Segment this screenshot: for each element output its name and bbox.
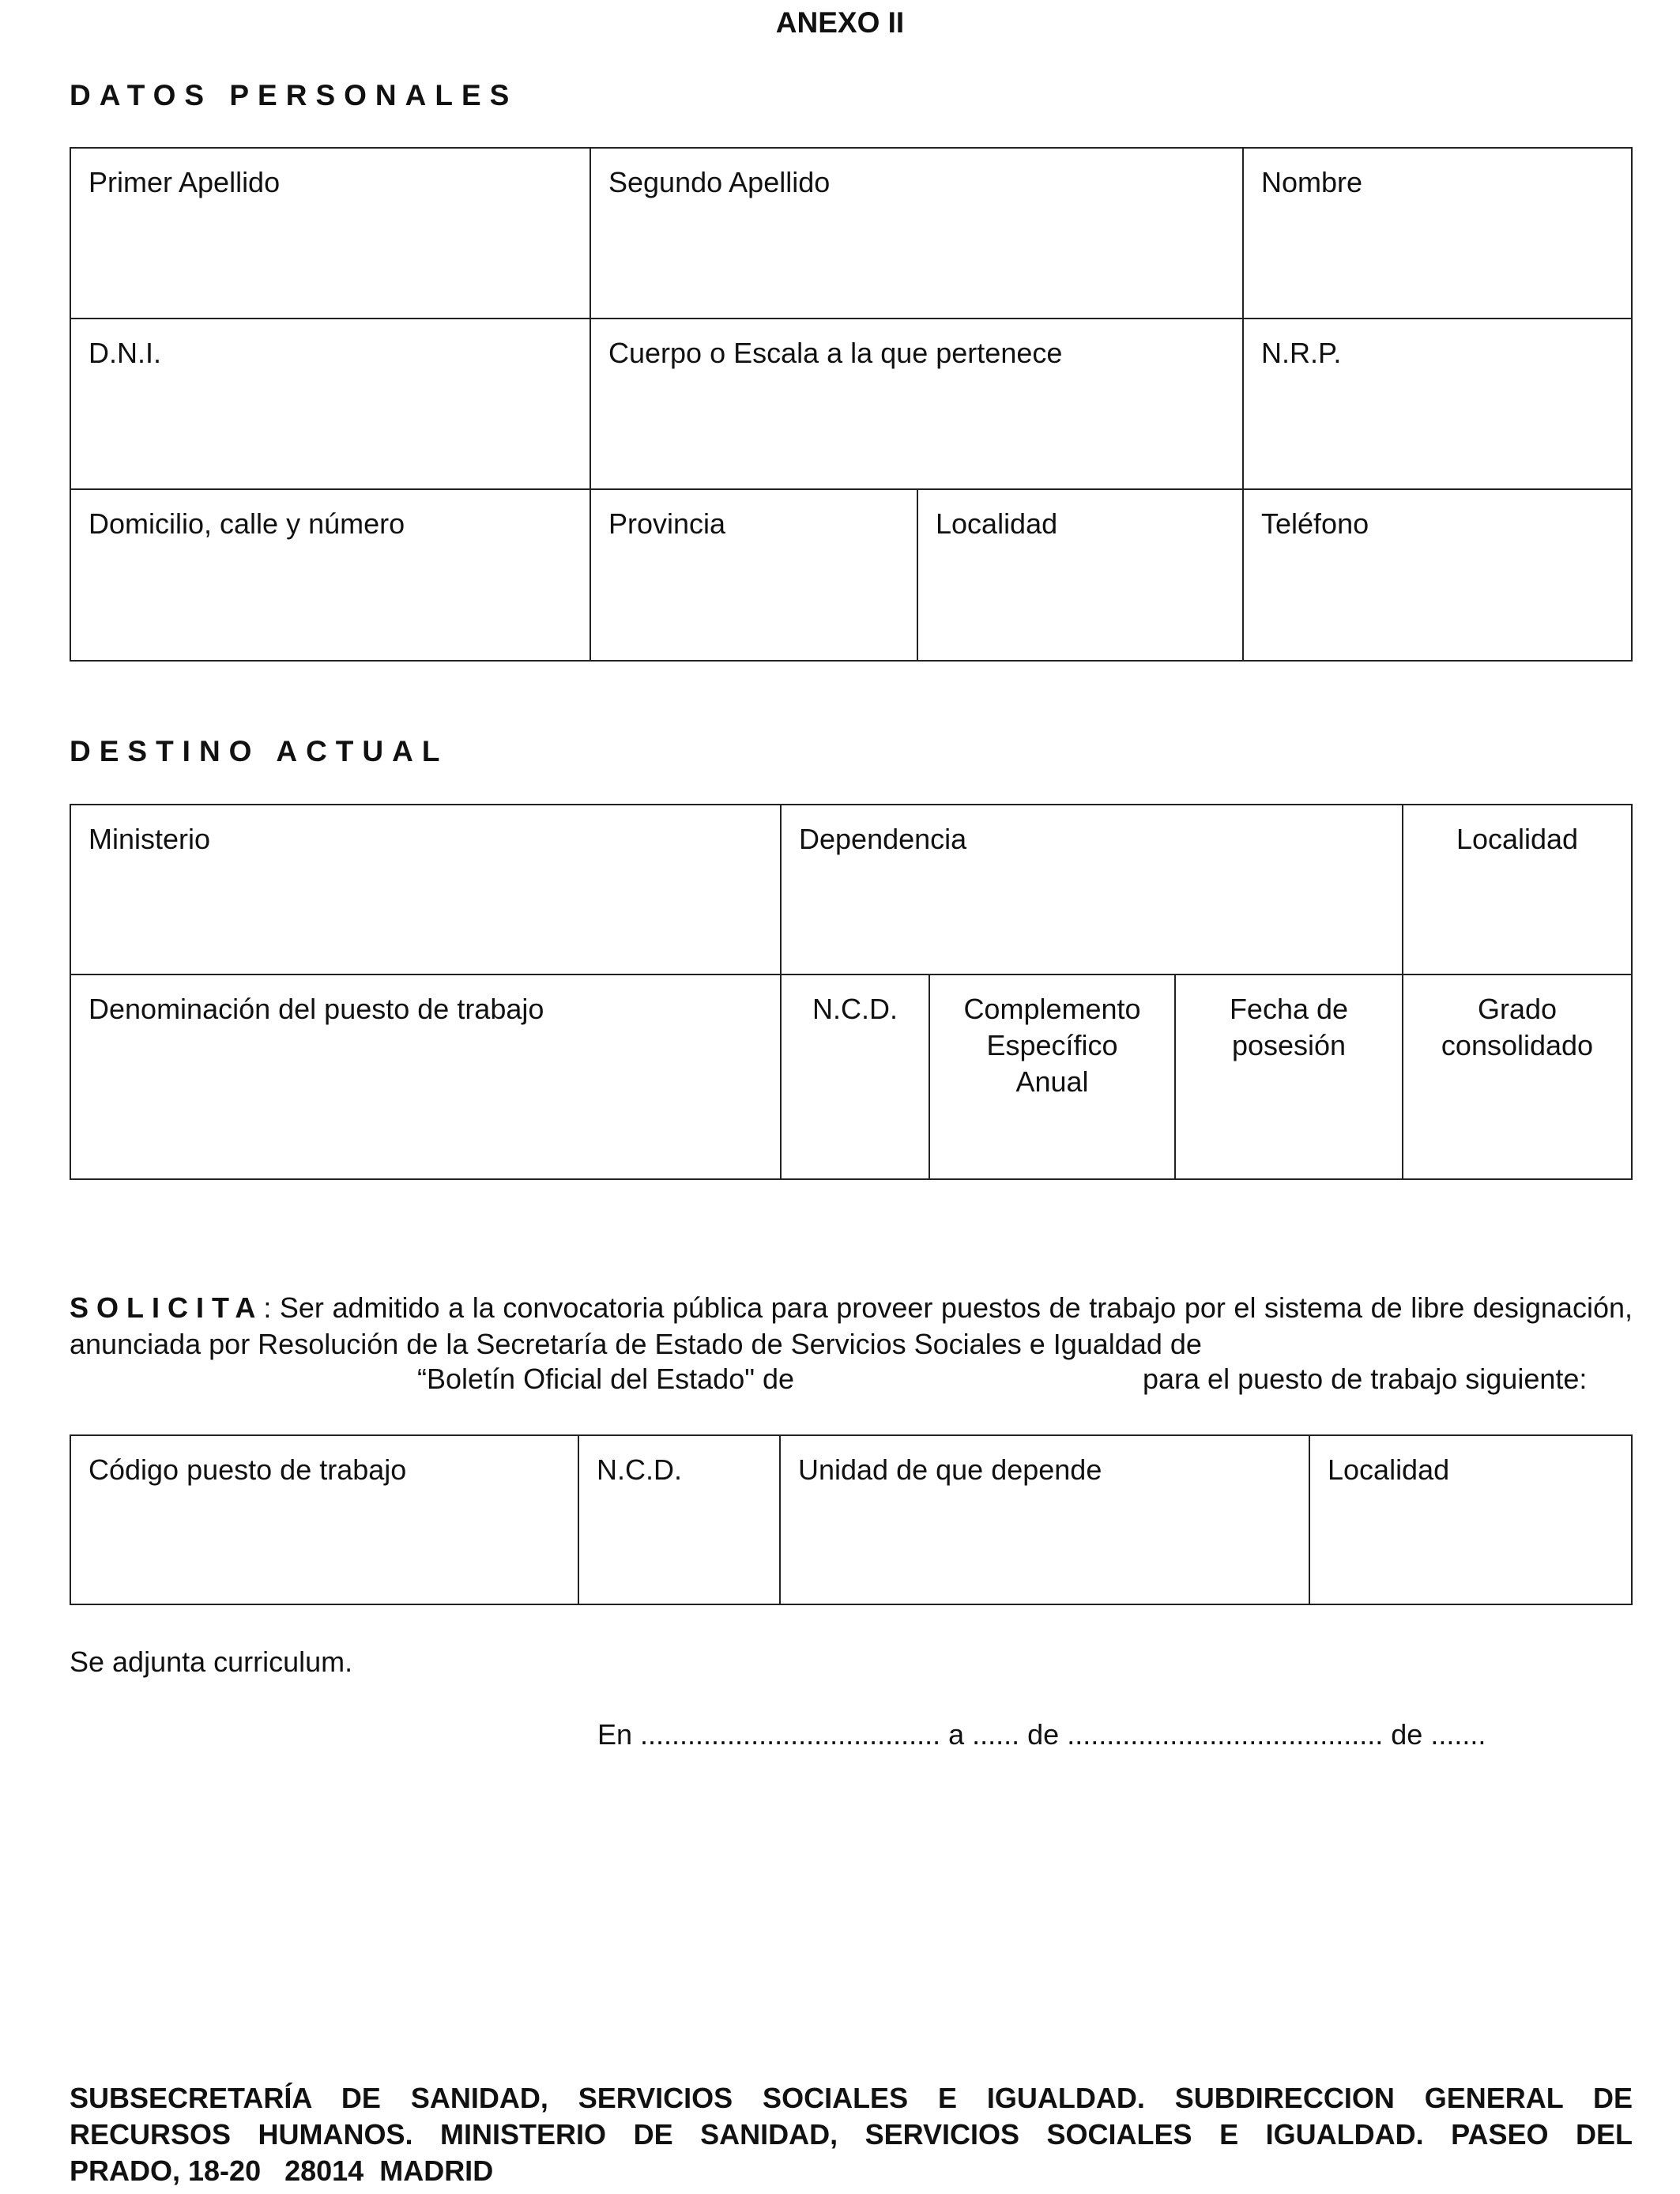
cell-label: Localidad	[1456, 823, 1579, 855]
cell-label: N.C.D.	[597, 1453, 682, 1486]
datos-personales-table	[70, 147, 1633, 662]
datos-personales-heading: DATOS PERSONALES	[70, 79, 518, 111]
cell-label: Ministerio	[89, 823, 211, 855]
cell-label: Teléfono	[1261, 507, 1369, 540]
cell-label-line: Anual	[1015, 1065, 1089, 1098]
footer-address	[70, 2080, 1633, 2189]
cell-label: Primer Apellido	[89, 166, 281, 198]
solicita-text: : Ser admitido a la convocatoria pública para proveer puestos de trabajo por el sistema de libre designación, anunciada por Resolución de la Secretaría de Estado de Servicios Sociales e Igualdad de	[70, 1291, 1633, 1360]
cell-localidad[interactable]	[1310, 1436, 1631, 1604]
para-puesto-text: para el puesto de trabajo siguiente:	[1143, 1363, 1588, 1395]
cell-label: Cuerpo o Escala a la que pertenece	[608, 337, 1063, 369]
cell-label: Domicilio, calle y número	[89, 507, 405, 540]
solicita-paragraph	[70, 1290, 1633, 1363]
footer-line: PRADO, 18-20 28014 MADRID	[70, 2154, 494, 2187]
adjunta-curriculum: Se adjunta curriculum.	[70, 1646, 353, 1678]
cell-denominacion-puesto[interactable]	[71, 975, 780, 1178]
cell-label: Dependencia	[799, 823, 967, 855]
cell-label: N.C.D.	[812, 993, 898, 1025]
cell-fecha-posesion[interactable]	[1176, 975, 1402, 1178]
cell-label: Denominación del puesto de trabajo	[89, 993, 544, 1025]
cell-provincia[interactable]	[591, 490, 917, 660]
cell-ncd[interactable]	[782, 975, 929, 1178]
cell-complemento-especifico[interactable]	[930, 975, 1174, 1178]
cell-label-line: consolidado	[1441, 1029, 1594, 1061]
cell-dni[interactable]	[71, 319, 590, 488]
cell-label-line: Fecha de	[1229, 993, 1349, 1025]
cell-cuerpo-escala[interactable]	[591, 319, 1242, 488]
destino-actual-table	[70, 804, 1633, 1180]
cell-label: Localidad	[936, 507, 1058, 540]
footer-line: SUBSECRETARÍA DE SANIDAD, SERVICIOS SOCIALES E IGUALDAD. SUBDIRECCION GENERAL DE	[70, 2082, 1633, 2114]
cell-label: Provincia	[608, 507, 726, 540]
cell-ministerio[interactable]	[71, 805, 780, 974]
solicita-label: SOLICITA	[70, 1291, 264, 1324]
cell-domicilio[interactable]	[71, 490, 590, 660]
cell-primer-apellido[interactable]	[71, 149, 590, 318]
cell-label: D.N.I.	[89, 337, 162, 369]
cell-localidad[interactable]	[918, 490, 1242, 660]
cell-segundo-apellido[interactable]	[591, 149, 1242, 318]
cell-label-line: posesión	[1231, 1029, 1347, 1061]
destino-actual-heading: DESTINO ACTUAL	[70, 735, 449, 767]
cell-label: N.R.P.	[1261, 337, 1342, 369]
cell-label: Localidad	[1328, 1453, 1450, 1486]
cell-label-line: Específico	[986, 1029, 1118, 1061]
fecha-firma-line[interactable]: En ...................................... a ...... de ........................................ de .......	[597, 1718, 1486, 1751]
cell-label: Nombre	[1261, 166, 1363, 198]
boe-reference: “Boletín Oficial del Estado" de	[417, 1363, 795, 1395]
cell-label: Unidad de que depende	[798, 1453, 1102, 1486]
cell-telefono[interactable]	[1244, 490, 1631, 660]
cell-label: Código puesto de trabajo	[89, 1453, 407, 1486]
cell-ncd[interactable]	[579, 1436, 779, 1604]
cell-label-line: Complemento	[963, 993, 1141, 1025]
cell-localidad[interactable]	[1403, 805, 1631, 974]
cell-grado-consolidado[interactable]	[1403, 975, 1631, 1178]
puesto-solicitado-table	[70, 1434, 1633, 1605]
cell-nombre[interactable]	[1244, 149, 1631, 318]
cell-label: Segundo Apellido	[608, 166, 831, 198]
cell-codigo-puesto[interactable]	[71, 1436, 578, 1604]
cell-nrp[interactable]	[1244, 319, 1631, 488]
cell-dependencia[interactable]	[782, 805, 1402, 974]
document-title: ANEXO II	[775, 6, 905, 39]
cell-label-line: Grado	[1477, 993, 1558, 1025]
footer-line: RECURSOS HUMANOS. MINISTERIO DE SANIDAD, SERVICIOS SOCIALES E IGUALDAD. PASEO DEL	[70, 2118, 1633, 2151]
cell-unidad[interactable]	[781, 1436, 1309, 1604]
